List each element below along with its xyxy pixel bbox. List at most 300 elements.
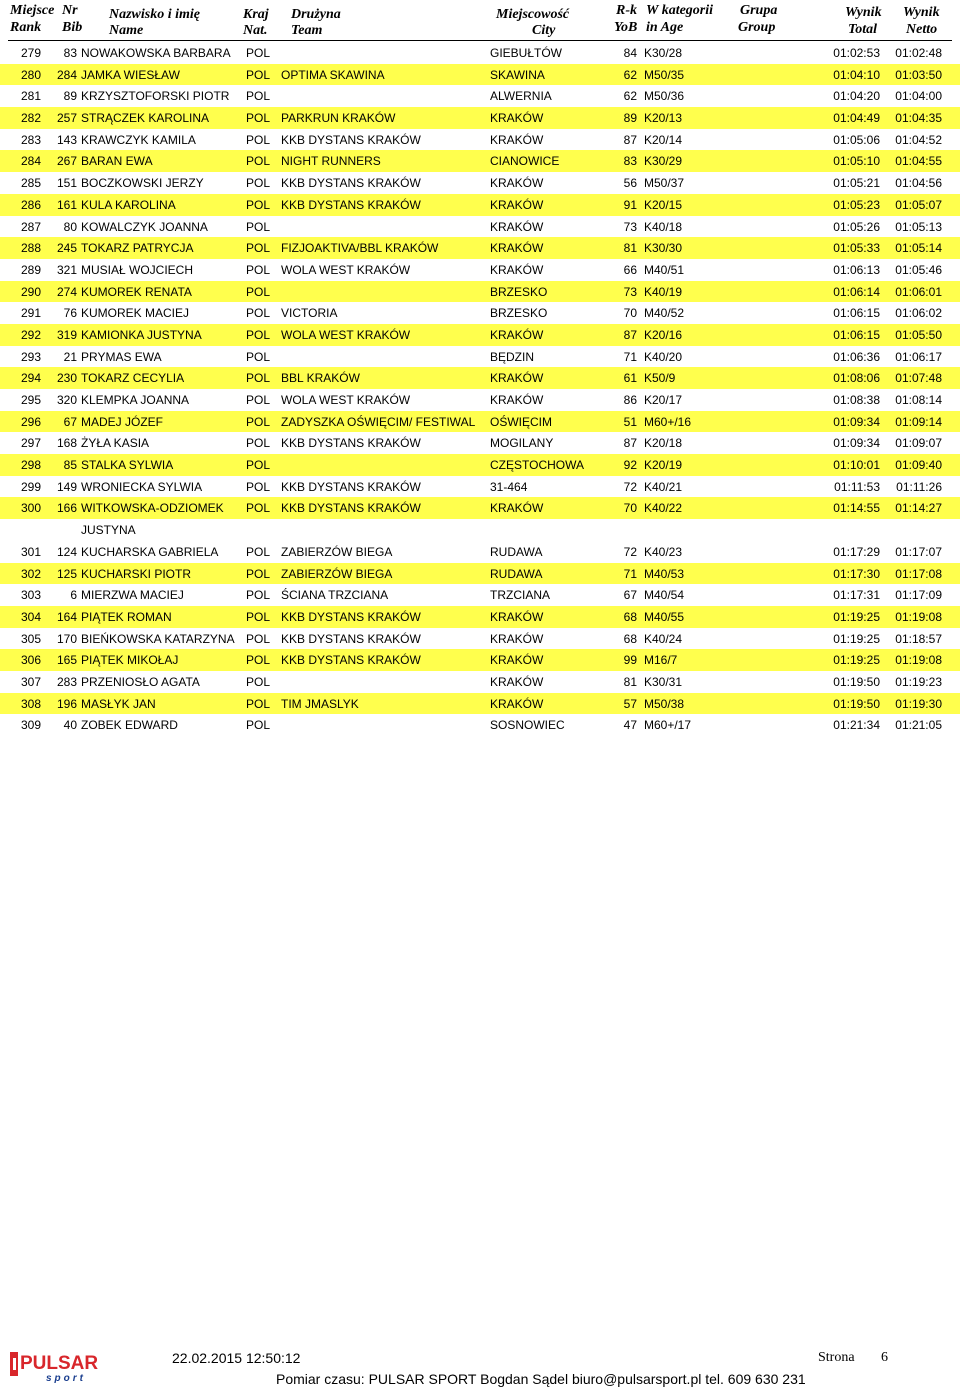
cell-city: TRZCIANA xyxy=(490,588,550,603)
table-row xyxy=(0,714,960,736)
cell-bib: 168 xyxy=(56,436,77,451)
cell-name: MADEJ JÓZEF xyxy=(81,414,164,429)
table-row xyxy=(0,259,960,281)
cell-total: 01:17:31 xyxy=(833,588,880,603)
cell-rank: 290 xyxy=(20,284,41,299)
cell-bib: 320 xyxy=(56,393,77,407)
cell-age: K30/30 xyxy=(644,241,683,256)
cell-name: STALKA SYLWIA xyxy=(81,458,174,473)
cell-city: OŚWIĘCIM xyxy=(490,414,552,429)
results-table xyxy=(0,42,960,736)
cell-city: KRAKÓW xyxy=(490,696,544,711)
cell-city: GIEBUŁTÓW xyxy=(490,46,563,60)
cell-team: NIGHT RUNNERS xyxy=(281,154,381,169)
cell-name: STRĄCZEK KAROLINA xyxy=(81,111,210,126)
cell-total: 01:04:20 xyxy=(833,89,880,104)
cell-team: WOLA WEST KRAKÓW xyxy=(281,327,411,342)
cell-city: KRAKÓW xyxy=(490,674,544,689)
cell-city: KRAKÓW xyxy=(490,631,544,646)
cell-nat: POL xyxy=(246,176,271,191)
cell-bib: 83 xyxy=(63,46,77,60)
cell-name: TOKARZ CECYLIA xyxy=(81,371,185,386)
table-row xyxy=(0,411,960,433)
header-nat-pl: Kraj xyxy=(243,7,269,22)
cell-netto: 01:04:55 xyxy=(895,154,942,169)
cell-bib: 274 xyxy=(56,284,77,299)
table-row xyxy=(0,150,960,172)
cell-yob: 51 xyxy=(623,414,637,429)
cell-team: WOLA WEST KRAKÓW xyxy=(281,262,411,277)
cell-rank: 284 xyxy=(20,154,41,169)
cell-city: KRAKÓW xyxy=(490,197,544,212)
cell-age: M40/51 xyxy=(644,262,685,277)
cell-team: PARKRUN KRAKÓW xyxy=(281,111,396,126)
cell-bib: 125 xyxy=(56,566,77,581)
cell-total: 01:04:10 xyxy=(833,67,880,82)
cell-city: BRZESKO xyxy=(490,284,548,299)
cell-age: K30/29 xyxy=(644,154,683,169)
cell-team: KKB DYSTANS KRAKÓW xyxy=(281,609,421,624)
cell-name: MUSIAŁ WOJCIECH xyxy=(81,262,194,277)
cell-total: 01:06:15 xyxy=(833,327,880,342)
header-yob-en: YoB xyxy=(614,20,638,35)
table-row xyxy=(0,107,960,129)
cell-nat: POL xyxy=(246,154,271,169)
cell-name: KUMOREK MACIEJ xyxy=(81,306,190,321)
cell-yob: 61 xyxy=(623,371,637,386)
cell-age: K20/14 xyxy=(644,132,683,147)
header-rank-pl: Miejsce xyxy=(10,3,55,18)
cell-netto: 01:19:08 xyxy=(895,609,942,624)
cell-netto: 01:09:07 xyxy=(895,436,942,451)
cell-yob: 68 xyxy=(623,609,637,624)
cell-yob: 71 xyxy=(623,349,637,364)
cell-city: KRAKÓW xyxy=(490,327,544,342)
cell-city: KRAKÓW xyxy=(490,176,544,191)
cell-name: MIERZWA MACIEJ xyxy=(81,588,184,603)
cell-netto: 01:05:46 xyxy=(895,262,942,277)
cell-yob: 62 xyxy=(623,89,637,104)
cell-rank: 283 xyxy=(20,132,41,147)
cell-yob: 91 xyxy=(623,197,637,212)
cell-bib: 89 xyxy=(63,89,77,104)
cell-yob: 86 xyxy=(623,393,637,407)
cell-rank: 288 xyxy=(20,241,41,256)
header-bib-pl: Nr xyxy=(62,3,78,18)
cell-bib: 76 xyxy=(63,306,77,321)
cell-age: K40/18 xyxy=(644,219,683,234)
cell-name: JAMKA WIESŁAW xyxy=(81,67,180,82)
cell-team: FIZJOAKTIVA/BBL KRAKÓW xyxy=(281,241,439,256)
logo-text: PULSAR xyxy=(20,1353,99,1374)
cell-name: PIĄTEK MIKOŁAJ xyxy=(81,653,179,668)
cell-name: KOWALCZYK JOANNA xyxy=(81,219,208,234)
cell-age: K20/13 xyxy=(644,111,683,126)
cell-yob: 72 xyxy=(623,479,637,494)
table-row xyxy=(0,42,960,64)
cell-yob: 81 xyxy=(623,241,637,256)
cell-nat: POL xyxy=(246,588,271,603)
cell-bib: 149 xyxy=(56,479,77,494)
table-row xyxy=(0,85,960,107)
cell-name: ZOBEK EDWARD xyxy=(81,718,178,733)
header-netto-en: Netto xyxy=(906,22,938,37)
cell-team: KKB DYSTANS KRAKÓW xyxy=(281,479,421,494)
table-row xyxy=(0,302,960,324)
cell-city: SKAWINA xyxy=(490,67,545,82)
cell-city: KRAKÓW xyxy=(490,371,544,386)
cell-netto: 01:19:08 xyxy=(895,653,942,668)
cell-bib: 165 xyxy=(56,653,77,668)
cell-netto: 01:02:48 xyxy=(895,46,942,60)
cell-nat: POL xyxy=(246,132,271,147)
header-rank-en: Rank xyxy=(10,20,42,35)
table-row xyxy=(0,628,960,650)
cell-name: BARAN EWA xyxy=(81,154,153,169)
cell-rank: 306 xyxy=(20,653,41,668)
cell-yob: 57 xyxy=(623,696,637,711)
cell-name: KULA KAROLINA xyxy=(81,197,176,212)
cell-total: 01:05:10 xyxy=(833,154,880,169)
cell-rank: 304 xyxy=(20,609,41,624)
cell-team: KKB DYSTANS KRAKÓW xyxy=(281,176,421,191)
cell-total: 01:19:25 xyxy=(833,653,880,668)
table-header xyxy=(0,0,960,42)
cell-nat: POL xyxy=(246,327,271,342)
header-name-en: Name xyxy=(109,23,144,38)
cell-age: M40/52 xyxy=(644,306,685,321)
cell-nat: POL xyxy=(246,67,271,82)
cell-age: M16/7 xyxy=(644,653,678,668)
cell-city: KRAKÓW xyxy=(490,111,544,126)
table-row xyxy=(0,606,960,628)
table-row xyxy=(0,432,960,454)
cell-age: M60+/17 xyxy=(644,718,692,733)
cell-age: M60+/16 xyxy=(644,414,692,429)
cell-age: M50/36 xyxy=(644,89,685,104)
table-row xyxy=(0,64,960,86)
cell-total: 01:05:21 xyxy=(833,176,880,191)
cell-netto: 01:09:14 xyxy=(895,414,942,429)
cell-team: ZABIERZÓW BIEGA xyxy=(281,544,393,559)
cell-name: ŻYŁA KASIA xyxy=(81,436,150,451)
cell-netto: 01:17:09 xyxy=(895,588,942,603)
cell-total: 01:05:26 xyxy=(833,219,880,234)
table-row xyxy=(0,454,960,476)
cell-city: BĘDZIN xyxy=(490,349,535,364)
cell-netto: 01:18:57 xyxy=(895,631,942,646)
cell-nat: POL xyxy=(246,284,271,299)
cell-age: K20/17 xyxy=(644,393,683,407)
cell-nat: POL xyxy=(246,262,271,277)
cell-nat: POL xyxy=(246,111,271,126)
cell-yob: 89 xyxy=(623,111,637,126)
cell-age: M40/55 xyxy=(644,609,685,624)
cell-total: 01:05:33 xyxy=(833,241,880,256)
cell-name: WRONIECKA SYLWIA xyxy=(81,479,203,494)
cell-age: K40/22 xyxy=(644,501,683,516)
cell-bib: 267 xyxy=(56,154,77,169)
cell-nat: POL xyxy=(246,219,271,234)
table-row xyxy=(0,389,960,411)
cell-bib: 40 xyxy=(63,718,77,733)
cell-rank: 296 xyxy=(20,414,41,429)
cell-yob: 84 xyxy=(623,46,637,60)
header-group-pl: Grupa xyxy=(740,3,778,18)
cell-team: WOLA WEST KRAKÓW xyxy=(281,393,411,407)
cell-team: KKB DYSTANS KRAKÓW xyxy=(281,197,421,212)
page-number: 6 xyxy=(881,1350,888,1365)
cell-rank: 286 xyxy=(20,197,41,212)
cell-team: TIM JMASLYK xyxy=(281,696,359,711)
cell-team: ZABIERZÓW BIEGA xyxy=(281,566,393,581)
cell-nat: POL xyxy=(246,501,271,516)
cell-rank: 298 xyxy=(20,458,41,473)
cell-age: K20/18 xyxy=(644,436,683,451)
cell-age: K40/21 xyxy=(644,479,683,494)
cell-netto: 01:04:35 xyxy=(895,111,942,126)
cell-city: 31-464 xyxy=(490,479,528,494)
cell-city: KRAKÓW xyxy=(490,241,544,256)
cell-yob: 81 xyxy=(623,674,637,689)
cell-netto: 01:05:14 xyxy=(895,241,942,256)
cell-age: K20/19 xyxy=(644,458,683,473)
cell-rank: 305 xyxy=(20,631,41,646)
header-total-pl: Wynik xyxy=(845,5,882,20)
cell-netto: 01:09:40 xyxy=(895,458,942,473)
cell-name: KAMIONKA JUSTYNA xyxy=(81,327,202,342)
table-row xyxy=(0,497,960,519)
cell-rank: 294 xyxy=(20,371,41,386)
header-team-pl: Drużyna xyxy=(291,7,341,22)
cell-city: BRZESKO xyxy=(490,306,548,321)
cell-team: KKB DYSTANS KRAKÓW xyxy=(281,501,421,516)
cell-bib: 67 xyxy=(63,414,77,429)
cell-nat: POL xyxy=(246,306,271,321)
cell-city: KRAKÓW xyxy=(490,501,544,516)
cell-netto: 01:05:07 xyxy=(895,197,942,212)
cell-netto: 01:04:00 xyxy=(895,89,942,104)
table-row xyxy=(0,649,960,671)
cell-rank: 293 xyxy=(20,349,41,364)
header-name-pl: Nazwisko i imię xyxy=(109,7,201,22)
cell-nat: POL xyxy=(246,696,271,711)
cell-total: 01:09:34 xyxy=(833,436,880,451)
cell-name: WITKOWSKA-ODZIOMEK xyxy=(81,501,224,516)
cell-bib: 143 xyxy=(56,132,77,147)
cell-city: KRAKÓW xyxy=(490,393,544,407)
cell-total: 01:19:50 xyxy=(833,696,880,711)
table-row xyxy=(0,584,960,606)
table-row xyxy=(0,693,960,715)
table-row xyxy=(0,671,960,693)
cell-name: KUCHARSKI PIOTR xyxy=(81,566,192,581)
cell-netto: 01:19:23 xyxy=(895,674,942,689)
cell-team: BBL KRAKÓW xyxy=(281,371,360,386)
cell-bib: 124 xyxy=(56,544,77,559)
cell-bib: 170 xyxy=(56,631,77,646)
pulsar-sport-logo xyxy=(10,1348,114,1384)
cell-name: JUSTYNA xyxy=(81,523,136,538)
cell-city: KRAKÓW xyxy=(490,262,544,277)
cell-netto: 01:19:30 xyxy=(895,696,942,711)
cell-nat: POL xyxy=(246,718,271,733)
cell-name: MASŁYK JAN xyxy=(81,696,156,711)
cell-rank: 297 xyxy=(20,436,41,451)
logo-subtext: sport xyxy=(46,1373,86,1384)
header-group-en: Group xyxy=(738,20,776,35)
cell-total: 01:10:01 xyxy=(833,458,880,473)
table-row xyxy=(0,281,960,303)
cell-total: 01:19:25 xyxy=(833,609,880,624)
cell-team: KKB DYSTANS KRAKÓW xyxy=(281,132,421,147)
cell-age: M40/53 xyxy=(644,566,685,581)
cell-nat: POL xyxy=(246,46,271,60)
cell-netto: 01:06:02 xyxy=(895,306,942,321)
cell-yob: 70 xyxy=(623,501,637,516)
cell-netto: 01:05:13 xyxy=(895,219,942,234)
cell-rank: 303 xyxy=(20,588,41,603)
cell-age: K40/19 xyxy=(644,284,683,299)
cell-yob: 56 xyxy=(623,176,637,191)
cell-rank: 309 xyxy=(20,718,41,733)
cell-team: KKB DYSTANS KRAKÓW xyxy=(281,436,421,451)
cell-nat: POL xyxy=(246,241,271,256)
cell-nat: POL xyxy=(246,631,271,646)
cell-netto: 01:04:52 xyxy=(895,132,942,147)
cell-total: 01:08:06 xyxy=(833,371,880,386)
header-yob-pl: R-k xyxy=(616,3,637,18)
cell-age: K40/20 xyxy=(644,349,683,364)
cell-total: 01:08:38 xyxy=(833,393,880,407)
cell-total: 01:09:34 xyxy=(833,414,880,429)
cell-total: 01:02:53 xyxy=(833,46,880,60)
cell-nat: POL xyxy=(246,609,271,624)
cell-bib: 151 xyxy=(56,176,77,191)
cell-bib: 196 xyxy=(56,696,77,711)
table-row xyxy=(0,237,960,259)
cell-netto: 01:14:27 xyxy=(895,501,942,516)
cell-nat: POL xyxy=(246,349,271,364)
cell-yob: 73 xyxy=(623,219,637,234)
page-footer xyxy=(0,1340,960,1389)
cell-city: MOGILANY xyxy=(490,436,554,451)
cell-netto: 01:17:08 xyxy=(895,566,942,581)
cell-team: OPTIMA SKAWINA xyxy=(281,67,385,82)
cell-nat: POL xyxy=(246,544,271,559)
cell-age: K20/15 xyxy=(644,197,683,212)
cell-city: RUDAWA xyxy=(490,566,543,581)
cell-yob: 68 xyxy=(623,631,637,646)
cell-total: 01:05:06 xyxy=(833,132,880,147)
cell-nat: POL xyxy=(246,414,271,429)
cell-total: 01:19:25 xyxy=(833,631,880,646)
cell-rank: 282 xyxy=(20,111,41,126)
cell-bib: 257 xyxy=(56,111,77,126)
cell-netto: 01:21:05 xyxy=(895,718,942,733)
header-divider xyxy=(8,40,952,41)
cell-netto: 01:07:48 xyxy=(895,371,942,386)
cell-yob: 99 xyxy=(623,653,637,668)
cell-age: M50/35 xyxy=(644,67,685,82)
cell-name: BOCZKOWSKI JERZY xyxy=(81,176,204,191)
cell-yob: 87 xyxy=(623,327,637,342)
table-row xyxy=(0,476,960,498)
cell-bib: 80 xyxy=(63,219,77,234)
cell-yob: 92 xyxy=(623,458,637,473)
cell-name: KUCHARSKA GABRIELA xyxy=(81,544,219,559)
cell-netto: 01:04:56 xyxy=(895,176,942,191)
cell-rank: 295 xyxy=(20,393,41,407)
table-row xyxy=(0,346,960,368)
header-total-en: Total xyxy=(848,22,878,37)
header-netto-pl: Wynik xyxy=(903,5,940,20)
header-age-pl: W kategorii xyxy=(646,3,714,18)
cell-city: KRAKÓW xyxy=(490,219,544,234)
cell-bib: 319 xyxy=(56,327,77,342)
cell-bib: 21 xyxy=(63,349,77,364)
cell-city: KRAKÓW xyxy=(490,653,544,668)
table-row xyxy=(0,541,960,563)
cell-total: 01:11:53 xyxy=(834,479,880,494)
table-row xyxy=(0,172,960,194)
header-age-en: in Age xyxy=(646,20,684,35)
cell-rank: 300 xyxy=(20,501,41,516)
table-row xyxy=(0,194,960,216)
header-city-en: City xyxy=(532,23,556,38)
cell-total: 01:06:15 xyxy=(833,306,880,321)
cell-name: KLEMPKA JOANNA xyxy=(81,393,190,407)
cell-city: ALWERNIA xyxy=(490,89,552,104)
cell-yob: 62 xyxy=(623,67,637,82)
cell-nat: POL xyxy=(246,674,271,689)
cell-age: M40/54 xyxy=(644,588,685,603)
cell-total: 01:21:34 xyxy=(833,718,880,733)
cell-age: K20/16 xyxy=(644,327,683,342)
cell-team: ŚCIANA TRZCIANA xyxy=(281,588,389,603)
table-row xyxy=(0,324,960,346)
cell-nat: POL xyxy=(246,197,271,212)
cell-nat: POL xyxy=(246,89,271,104)
cell-city: RUDAWA xyxy=(490,544,543,559)
cell-name: BIEŃKOWSKA KATARZYNA xyxy=(81,631,235,646)
cell-age: M50/38 xyxy=(644,696,685,711)
cell-netto: 01:06:17 xyxy=(895,349,942,364)
cell-nat: POL xyxy=(246,566,271,581)
cell-age: K40/24 xyxy=(644,631,683,646)
cell-netto: 01:03:50 xyxy=(895,67,942,82)
cell-netto: 01:17:07 xyxy=(895,544,942,559)
cell-name: KRZYSZTOFORSKI PIOTR xyxy=(81,89,230,104)
cell-name: KRAWCZYK KAMILA xyxy=(81,132,196,147)
cell-rank: 307 xyxy=(20,674,41,689)
cell-bib: 283 xyxy=(56,674,77,689)
cell-yob: 87 xyxy=(623,132,637,147)
cell-total: 01:19:50 xyxy=(833,674,880,689)
cell-bib: 161 xyxy=(56,197,77,212)
header-team-en: Team xyxy=(291,23,323,38)
cell-nat: POL xyxy=(246,371,271,386)
cell-total: 01:04:49 xyxy=(833,111,880,126)
cell-bib: 164 xyxy=(56,609,77,624)
cell-rank: 301 xyxy=(20,544,41,559)
cell-yob: 47 xyxy=(623,718,637,733)
cell-bib: 284 xyxy=(56,67,77,82)
cell-bib: 230 xyxy=(56,371,77,386)
cell-name: PIĄTEK ROMAN xyxy=(81,609,172,624)
cell-rank: 280 xyxy=(20,67,41,82)
cell-rank: 292 xyxy=(20,327,41,342)
